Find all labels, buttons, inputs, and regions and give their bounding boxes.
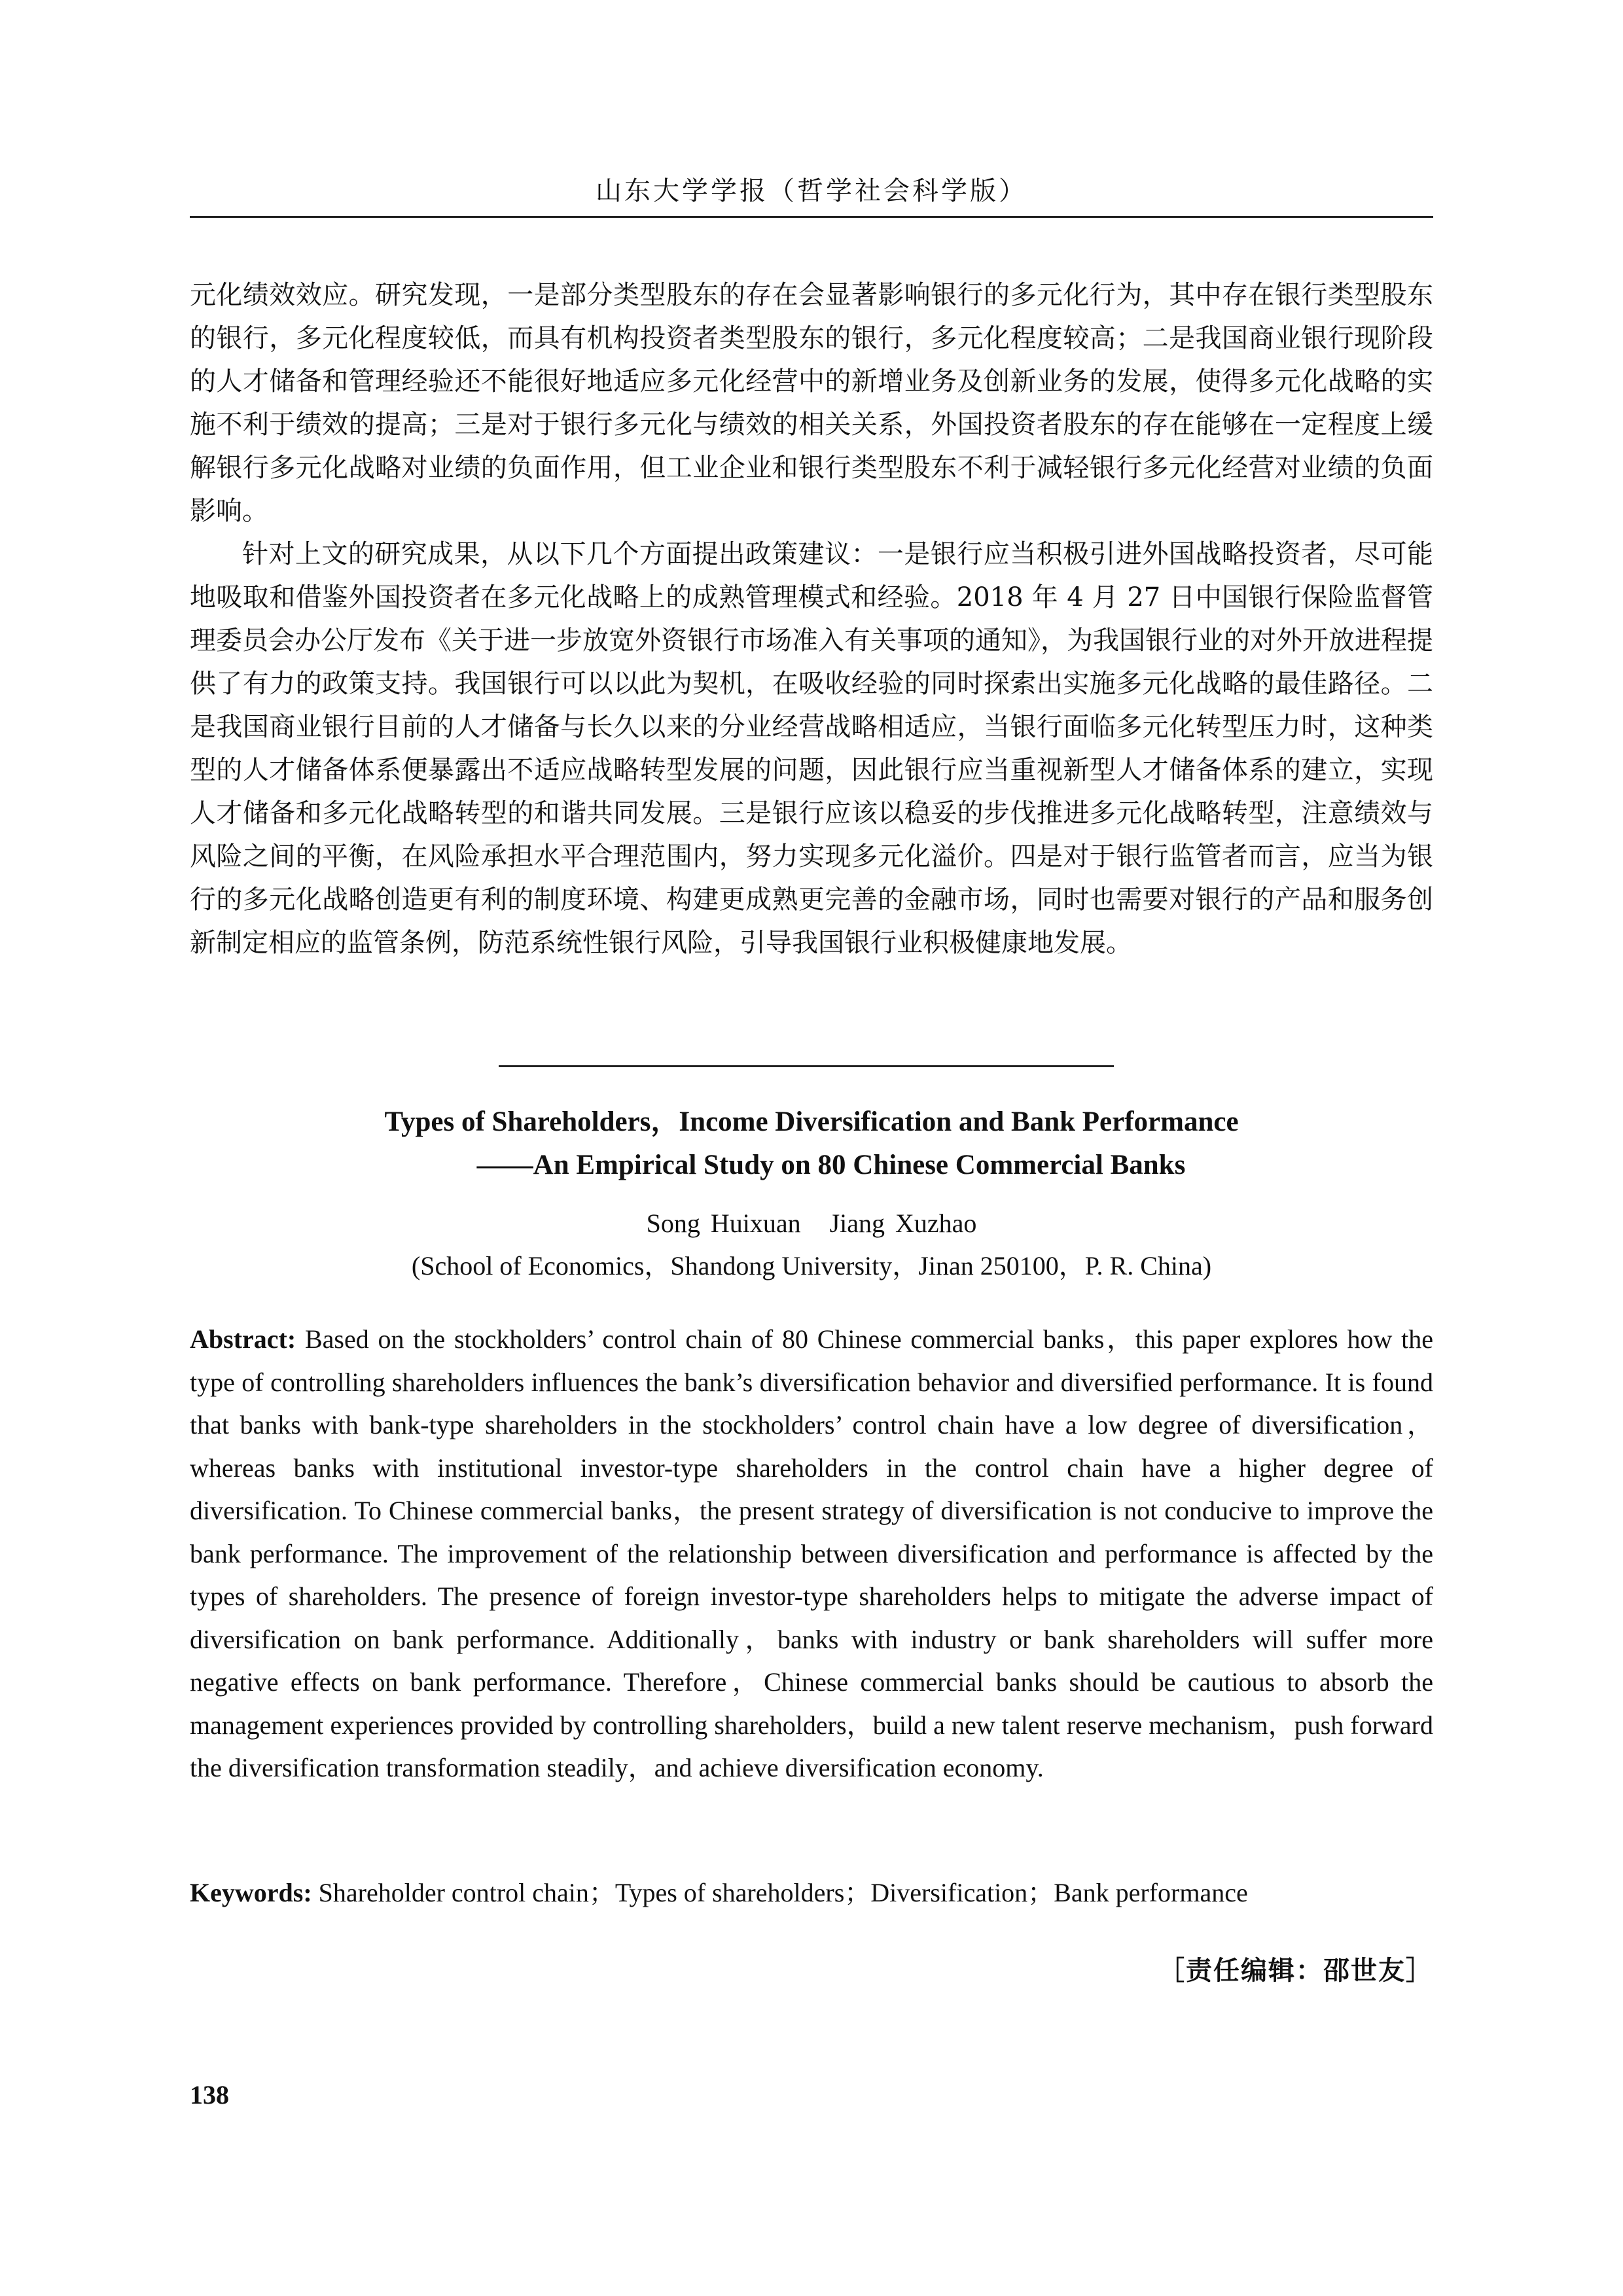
english-keywords	[190, 1871, 1433, 1915]
english-subtitle: ——An Empirical Study on 80 Chinese Commercial Banks	[476, 1150, 1186, 1180]
body-paragraph: 元化绩效效应。研究发现，一是部分类型股东的存在会显著影响银行的多元化行为，其中存在银行类型股东的银行，多元化程度较低，而具有机构投资者类型股东的银行，多元化程度较高；二是我国商业银行现阶段的人才储备和管理经验还不能很好地适应多元化经营中的新增业务及创新业务的发展，使得多元化战略的实施不利于绩效的提高；三是对于银行多元化与绩效的相关关系，外国投资者股东的存在能够在一定程度上缓解银行多元化战略对业绩的负面作用，但工业企业和银行类型股东不利于减轻银行多元化经营对业绩的负面影响。	[190, 280, 1433, 526]
page-number: 138	[190, 2080, 229, 2110]
english-abstract	[190, 1318, 1433, 1790]
abstract-label: Abstract:	[190, 1324, 296, 1354]
abstract-text: Based on the stockholders’ control chain of 80 Chinese commercial banks，this paper explores how the type of controlling shareholders influences the bank’s diversification behavior and diversified performance. It is found that banks with bank-type shareholders in the stockholders’ control chain have a low degree of diversification，whereas banks with institutional investor-type shareholders in the control chain have a higher degree of diversification. To Chinese commercial banks，the present strategy of diversification is not conducive to improve the bank performance. The improvement of the relationship between diversification and performance is affected by the types of shareholders. The presence of foreign investor-type shareholders helps to mitigate the adverse impact of diversification on bank performance. Additionally，banks with industry or bank shareholders will suffer more negative effects on bank performance. Therefore，Chinese commercial banks should be cautious to absorb the management experiences provided by controlling shareholders，build a new talent reserve mechanism，push forward the diversification transformation steadily，and achieve diversification economy.	[190, 1324, 1433, 1782]
chinese-body	[190, 274, 1433, 964]
keywords-label: Keywords:	[190, 1878, 312, 1907]
keywords-text: Shareholder control chain；Types of shareholders；Diversification；Bank performance	[312, 1878, 1248, 1907]
header-rule	[190, 216, 1433, 218]
section-divider	[499, 1065, 1114, 1067]
author-name: Jiang Xuzhao	[829, 1209, 977, 1238]
body-paragraph: 针对上文的研究成果，从以下几个方面提出政策建议：一是银行应当积极引进外国战略投资者，尽可能地吸取和借鉴外国投资者在多元化战略上的成熟管理模式和经验。2018 年 4 月 27 日中国银行保险监督管理委员会办公厅发布《关于进一步放宽外资银行市场准入有关事项的通知》，为我国银行业的对外开放进程提供了有力的政策支持。我国银行可以以此为契机，在吸收经验的同时探索出实施多元化战略的最佳路径。二是我国商业银行目前的人才储备与长久以来的分业经营战略相适应，当银行面临多元化转型压力时，这种类型的人才储备体系便暴露出不适应战略转型发展的问题，因此银行应当重视新型人才储备体系的建立，实现人才储备和多元化战略转型的和谐共同发展。三是银行应该以稳妥的步伐推进多元化战略转型，注意绩效与风险之间的平衡，在风险承担水平合理范围内，努力实现多元化溢价。四是对于银行监管者而言，应当为银行的多元化战略创造更有利的制度环境、构建更成熟更完善的金融市场，同时也需要对银行的产品和服务创新制定相应的监管条例，防范系统性银行风险，引导我国银行业积极健康地发展。	[190, 539, 1433, 958]
author-name: Song Huixuan	[646, 1209, 801, 1238]
author-affiliation: (School of Economics，Shandong University，Jinan 250100，P. R. China)	[411, 1251, 1212, 1280]
responsible-editor-note: ［责任编辑：邵世友］	[1158, 1955, 1433, 1986]
english-title: Types of Shareholders，Income Diversification and Bank Performance	[384, 1106, 1239, 1137]
author-list	[190, 1204, 1433, 1243]
running-header: 山东大学学报（哲学社会科学版）	[596, 176, 1027, 206]
